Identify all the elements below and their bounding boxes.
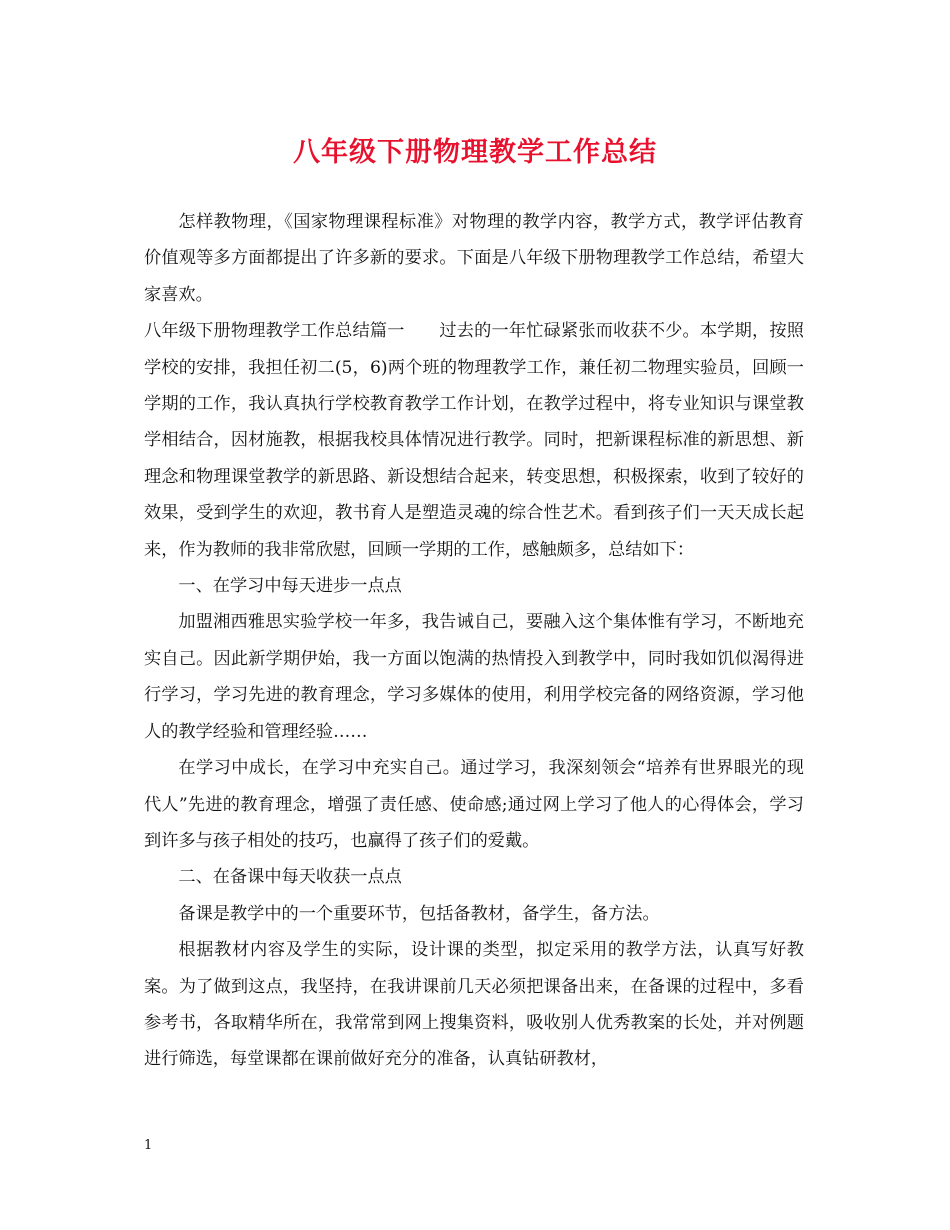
document-title: 八年级下册物理教学工作总结 <box>293 137 657 168</box>
page-number: 1 <box>144 1138 153 1153</box>
intro-paragraph: 怎样教物理，《国家物理课程标准》对物理的教学内容，教学方式，教学评估教育价值观等多方面都提出了许多新的要求。下面是八年级下册物理教学工作总结，希望大家喜欢。 <box>144 212 804 305</box>
lesson-plan-paragraph: 根据教材内容及学生的实际，设计课的类型，拟定采用的教学方法，认真写好教案。为了做到这点，我坚持，在我讲课前几天必须把课备出来，在备课的过程中，多看参考书，各取精华所在，我常常到网上搜集资料，吸收别人优秀教案的长处，并对例题进行筛选，每堂课都在课前做好充分的准备，认真钻研教材， <box>144 940 804 1070</box>
heading-preparation: 二、在备课中每天收获一点点 <box>178 867 402 888</box>
document-body <box>144 204 804 1078</box>
section-one-intro-paragraph: 八年级下册物理教学工作总结篇一 过去的一年忙碌紧张而收获不少。本学期，按照学校的安排，我担任初二(5，6)两个班的物理教学工作，兼任初二物理实验员，回顾一学期的工作，我认真执行学校教育教学工作计划，在教学过程中，将专业知识与课堂教学相结合，因材施教，根据我校具体情况进行教学。同时，把新课程标准的新思想、新理念和物理课堂教学的新思路、新设想结合起来，转变思想，积极探索，收到了较好的效果，受到学生的欢迎，教书育人是塑造灵魂的综合性艺术。看到孩子们一天天成长起来，作为教师的我非常欣慰，回顾一学期的工作，感触颇多，总结如下： <box>144 321 804 560</box>
growth-paragraph: 在学习中成长，在学习中充实自己。通过学习，我深刻领会“培养有世界眼光的现代人”先进的教育理念，增强了责任感、使命感;通过网上学习了他人的心得体会，学习到许多与孩子相处的技巧，也赢得了孩子们的爱戴。 <box>144 758 804 851</box>
heading-learning: 一、在学习中每天进步一点点 <box>178 576 402 597</box>
learning-paragraph: 加盟湘西雅思实验学校一年多，我告诫自己，要融入这个集体惟有学习，不断地充实自己。因此新学期伊始，我一方面以饱满的热情投入到教学中，同时我如饥似渴得进行学习，学习先进的教育理念，学习多媒体的使用，利用学校完备的网络资源，学习他人的教学经验和管理经验…… <box>144 612 804 742</box>
preparation-paragraph: 备课是教学中的一个重要环节，包括备教材，备学生，备方法。 <box>178 903 660 924</box>
